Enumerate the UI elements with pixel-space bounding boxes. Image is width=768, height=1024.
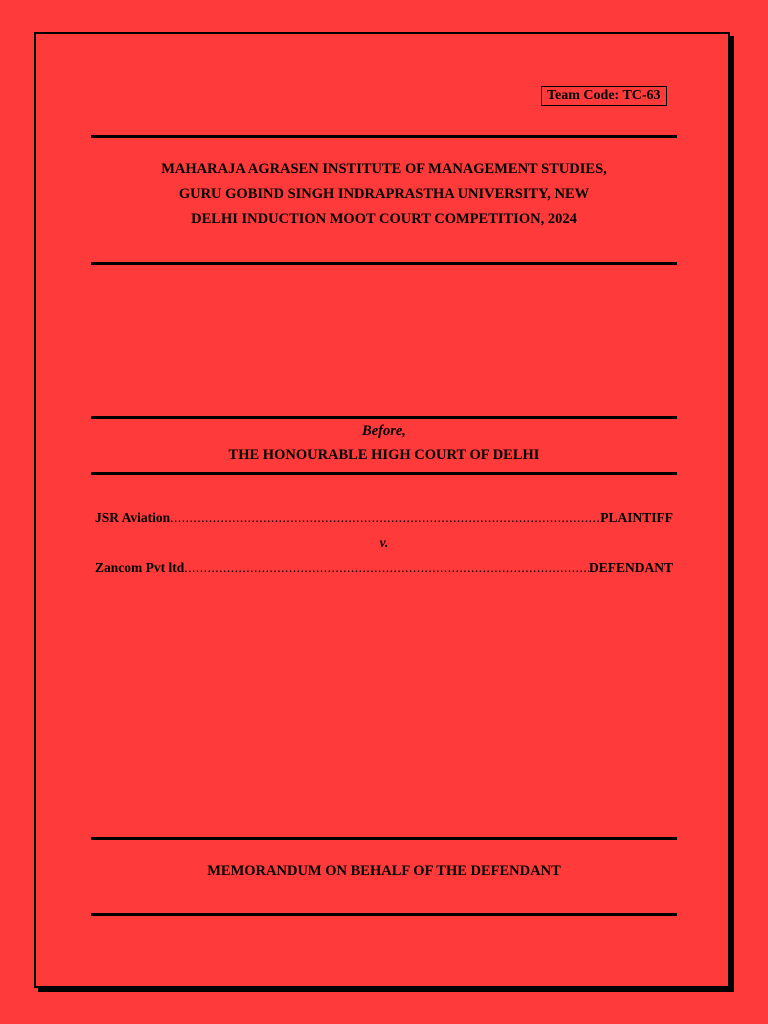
memorandum-title: MEMORANDUM ON BEHALF OF THE DEFENDANT	[207, 863, 561, 879]
team-code-box	[541, 86, 667, 106]
plaintiff-name: JSR Aviation	[95, 510, 171, 525]
divider-court-bottom	[91, 472, 677, 475]
plaintiff-role: PLAINTIFF	[600, 510, 673, 525]
title-line-2: GURU GOBIND SINGH INDRAPRASTHA UNIVERSITY, NEW	[178, 186, 590, 202]
competition-title	[91, 157, 677, 232]
court-name: THE HONOURABLE HIGH COURT OF DELHI	[228, 447, 540, 463]
divider-top	[91, 135, 677, 138]
team-code-text: Team Code: TC-63	[547, 88, 661, 103]
versus-label: v.	[379, 535, 389, 550]
defendant-name: Zancom Pvt ltd	[95, 560, 185, 575]
defendant-role: DEFENDANT	[588, 560, 673, 575]
divider-memo-bottom	[91, 913, 677, 916]
plaintiff-line	[95, 508, 673, 528]
before-label: Before,	[362, 423, 406, 439]
divider-memo-top	[91, 837, 677, 840]
defendant-line	[95, 558, 673, 578]
plaintiff-dot-leader	[170, 508, 600, 528]
divider-court-top	[91, 416, 677, 419]
defendant-dot-leader	[184, 558, 589, 578]
divider-title-bottom	[91, 262, 677, 265]
title-line-3: DELHI INDUCTION MOOT COURT COMPETITION, 2024	[191, 211, 577, 227]
title-line-1: MAHARAJA AGRASEN INSTITUTE OF MANAGEMENT STUDIES,	[161, 161, 607, 177]
